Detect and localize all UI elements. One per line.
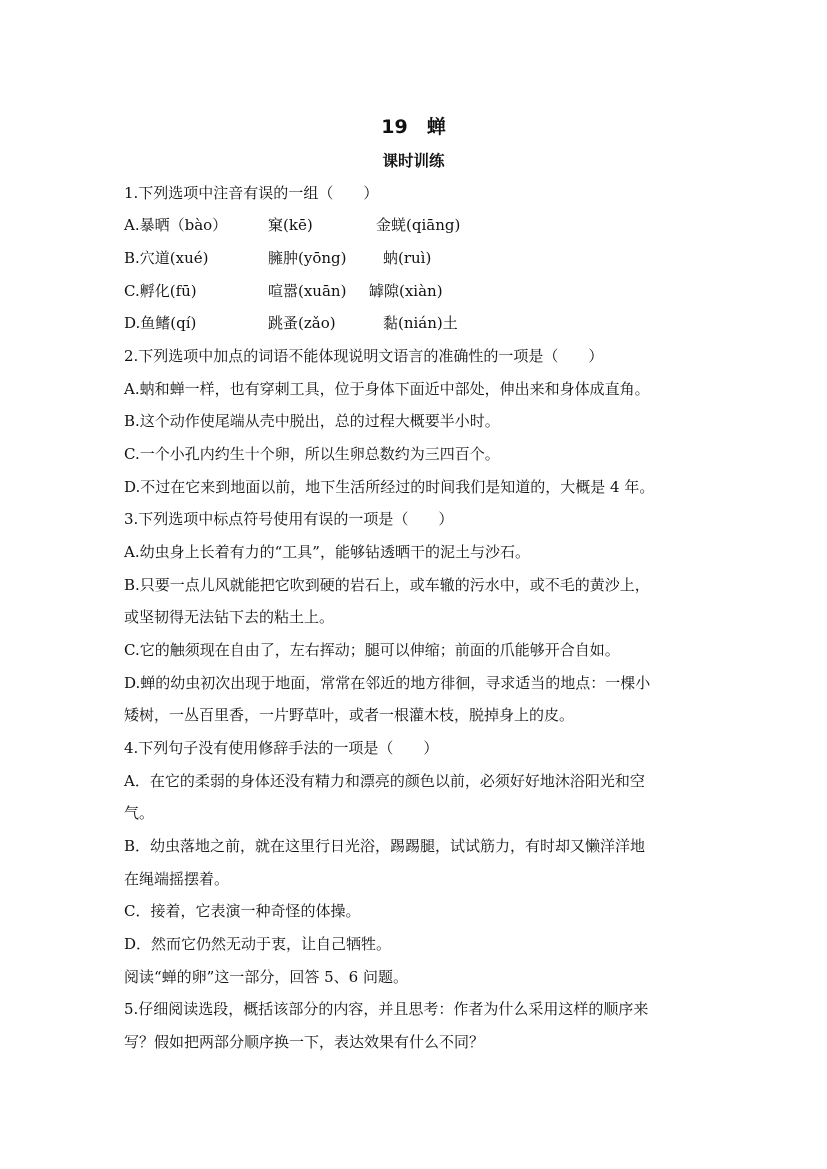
q1-option-a [124,215,544,235]
q1-option-b [124,248,544,268]
q1-option-c [124,281,544,301]
q2-option-a: A.蚋和蝉一样，也有穿刺工具，位于身体下面近中部处，伸出来和身体成直角。 [124,380,650,398]
q3-option-d-line2: 矮树，一丛百里香，一片野草叶，或者一根灌木枝，脱掉身上的皮。 [124,706,575,724]
q4-stem: 4.下列句子没有使用修辞手法的一项是（ ） [124,739,439,757]
q4-option-c: C．接着，它表演一种奇怪的体操。 [124,902,361,920]
q1-a-item1: A.暴晒（bào） [124,216,228,234]
q1-d-item2: 跳蚤(zǎo) [268,314,336,332]
q2-option-d: D.不过在它来到地面以前，地下生活所经过的时间我们是知道的，大概是 4 年。 [124,478,655,496]
q1-b-item2: 臃肿(yōng) [268,249,347,267]
q5-line1: 5.仔细阅读选段，概括该部分的内容，并且思考：作者为什么采用这样的顺序来 [124,1000,649,1018]
q1-b-item3: 蚋(ruì) [383,249,432,267]
q2-option-c: C.一个小孔内约生十个卵，所以生卵总数约为三四百个。 [124,445,500,463]
page-title: 19 蝉 [381,116,446,138]
q2-stem: 2.下列选项中加点的词语不能体现说明文语言的准确性的一项是（ ） [124,347,604,365]
q5-line2: 写？假如把两部分顺序换一下，表达效果有什么不同？ [124,1033,485,1051]
q3-option-a: A.幼虫身上长着有力的“工具”，能够钻透晒干的泥土与沙石。 [124,543,530,561]
q4-option-a-line1: A．在它的柔弱的身体还没有精力和漂亮的颜色以前，必须好好地沐浴阳光和空 [124,772,645,790]
q4-option-b-line1: B．幼虫落地之前，就在这里行日光浴，踢踢腿，试试筋力，有时却又懒洋洋地 [124,837,646,855]
page-subtitle: 课时训练 [382,152,445,170]
q4-option-d: D．然而它仍然无动于衷，让自己牺牲。 [124,935,392,953]
q1-option-d [124,313,544,333]
q4-option-b-line2: 在绳端摇摆着。 [124,870,230,888]
q3-option-b-line2: 或坚韧得无法钻下去的粘土上。 [124,608,335,626]
q3-option-c: C.它的触须现在自由了，左右挥动；腿可以伸缩；前面的爪能够开合自如。 [124,641,620,659]
q1-d-item1: D.鱼鳍(qí) [124,314,197,332]
q4-option-a-line2: 气。 [124,804,155,822]
q1-stem: 1.下列选项中注音有误的一组（ ） [124,184,379,202]
q1-d-item3: 黏(nián)土 [383,314,458,332]
q1-b-item1: B.穴道(xué) [124,249,209,267]
q1-c-item2: 喧嚣(xuān) [268,282,347,300]
q1-c-item1: C.孵化(fū) [124,282,197,300]
q3-option-d-line1: D.蝉的幼虫初次出现于地面，常常在邻近的地方徘徊，寻求适当的地点：一棵小 [124,674,651,692]
q3-stem: 3.下列选项中标点符号使用有误的一项是（ ） [124,510,454,528]
q1-a-item2: 窠(kē) [268,216,313,234]
q1-a-item3: 金蜣(qiāng) [376,216,461,234]
q2-option-b: B.这个动作使尾端从壳中脱出，总的过程大概要半小时。 [124,412,500,430]
q3-option-b-line1: B.只要一点儿风就能把它吹到硬的岩石上，或车辙的污水中，或不毛的黄沙上， [124,576,650,594]
reading-intro: 阅读“蝉的卵”这一部分，回答 5、6 问题。 [124,968,408,986]
q1-c-item3: 罅隙(xiàn) [369,282,443,300]
